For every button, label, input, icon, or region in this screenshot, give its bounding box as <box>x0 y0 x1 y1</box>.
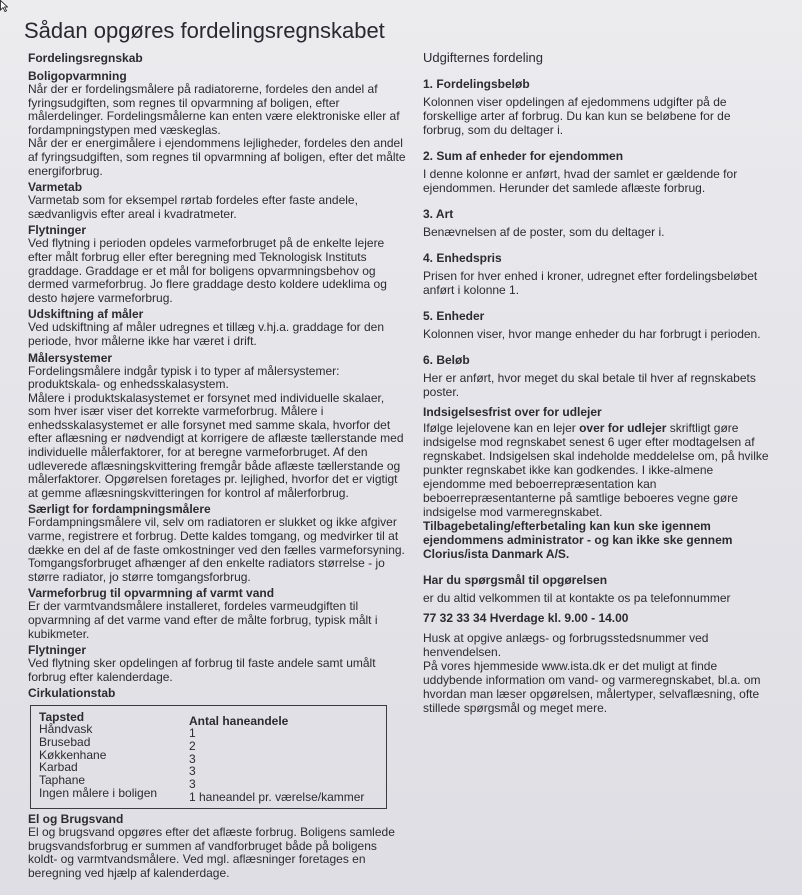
text-run: Ifølge lejelovene kan en lejer <box>423 421 580 435</box>
paragraph: Prisen for hver enhed i kroner, udregnet efter fordelingsbeløbet anført i kolonne 1. <box>423 269 758 297</box>
heading-flytninger-2: Flytninger <box>28 643 87 658</box>
paragraph: På vores hjemmeside www.ista.dk er det muligt at finde uddybende information om vand- og varmeregnskabet, bl.a. om hvordan man læser opgørelsen, målertyper, selvaflæsning, ofte stillede spørgsmål og meget mere. <box>423 659 761 715</box>
paragraph: Ved flytning i perioden opdeles varmeforbruget på de enkelte lejere efter målt forbrug eller efter beregning med Teknologisk Instituts graddage. Graddage er et mål for boligens opvarmningsbehov og dermed varmeforbrug. Jo flere graddage desto koldere udeklima og desto højere varmeforbrug. <box>28 236 387 305</box>
paragraph: Kolonnen viser, hvor mange enheder du har forbrugt i perioden. <box>423 327 761 341</box>
paragraph: Fordampningsmålere vil, selv om radiatoren er slukket og ikke afgiver varme, registrere et forbrug. Dette kaldes tomgang, og medvirker til at dække en del af de faste omkostninger ved den fælles varmeforsyning. Tomgangsforbruget afhænger af den enkelte radiators størrelse - jo større radiator, jo større tomgangsforbrug. <box>28 515 405 584</box>
paragraph: Varmetab som for eksempel rørtab fordeles efter faste andele, sædvanligvis efter areal i kvadratmeter. <box>28 193 358 221</box>
table-row: Taphane <box>39 773 86 788</box>
table-cell: 1 haneandel pr. værelse/kammer <box>189 789 365 804</box>
heading-maalersystemer: Målersystemer <box>28 350 113 365</box>
heading-el-og-brugsvand: El og Brugsvand <box>28 812 124 826</box>
heading-enheder: 5. Enheder <box>423 309 485 323</box>
paragraph: El og brugsvand opgøres efter det aflæste forbrug. Boligens samlede brugsvandsforbrug er summen af vandforbruget både på boligens koldt- og varmtvandsmålere. Ved mgl. aflæsninger foretages en beregning ved hjælp af kalenderdage. <box>28 825 395 880</box>
table-row: Karbad <box>39 760 78 775</box>
page-title: Sådan opgøres fordelingsregnskabet <box>24 18 385 43</box>
text-run: skriftligt gøre indsigelse mod regnskabet senest 6 uger efter modtagelsen af regnskabet. Indsigelsen skal indeholde meddelelse om, på hvilke punkter regnskabet ikke kan godkendes. I ikke-almene ejendomme med beboerrepræsentation kan beboerrepræsentanterne på samtlige beboeres vegne gøre indsigelse mod varmeregnskabet. <box>423 421 769 519</box>
heading-saerligt-for-fordampningsmaalere: Særligt for fordampningsmålere <box>28 502 211 517</box>
left-column <box>28 51 406 700</box>
table-cell: 1 <box>189 726 196 740</box>
paragraph: Er der varmtvandsmålere installeret, fordeles varmeudgiften til opvarmning af det varme vand efter de målte forbrug, typisk målt i kubikmeter. <box>28 599 378 641</box>
heading-boligopvarmning: Boligopvarmning <box>28 69 127 83</box>
table-col-values <box>189 727 364 804</box>
heading-beloeb: 6. Beløb <box>423 353 470 367</box>
objection-paragraph <box>423 421 773 519</box>
refund-paragraph: Tilbagebetaling/efterbetaling kan kun ske igennem ejendommens administrator - og kan ikke ske gennem Clorius/ista Danmark A/S. <box>423 519 733 561</box>
table-row: Ingen målere i boligen <box>39 785 158 800</box>
heading-flytninger: Flytninger <box>28 223 87 238</box>
table-cell: 3 <box>189 751 196 766</box>
table-row: Køkkenhane <box>39 747 107 762</box>
paragraph: Ved flytning sker opdelingen af forbrug til faste andele samt umålt forbrug efter kalenderdage. <box>28 656 376 684</box>
paragraph: I denne kolonne er anført, hvad der samlet er gældende for ejendommen. Herunder det samlede aflæste forbrug. <box>423 167 738 195</box>
heading-enhedspris: 4. Enhedspris <box>423 251 502 265</box>
paragraph: Når der er fordelingsmålere på radiatorerne, fordeles den andel af fyringsudgiften, som regnes til opvarmning af boligen, efter målerdelinger. Fordelingsmålerne kan enten være elektroniske eller af fordampningstypen med væskeglas. <box>28 82 400 137</box>
text-run-bold: over for udlejer <box>579 421 667 435</box>
table-header-antal: Antal haneandele <box>189 714 289 728</box>
el-og-brugsvand-section <box>28 812 406 880</box>
phone-number: 77 32 33 34 Hverdage kl. 9.00 - 14.00 <box>423 611 629 625</box>
tapsted-table <box>30 705 387 809</box>
table-col-places <box>39 723 157 800</box>
heading-har-du-spoergsmaal: Har du spørgsmål til opgørelsen <box>423 573 608 587</box>
table-cell: 3 <box>189 777 196 792</box>
heading-cirkulationstab: Cirkulationstab <box>28 686 116 701</box>
paragraph: Fordelingsmålere indgår typisk i to typer af målersystemer: produktskala- og enhedsskalasystem. <box>28 363 340 392</box>
table-row: Brusebad <box>39 734 91 749</box>
paragraph: Målere i produktskalasystemet er forsynet med individuelle skalaer, som hver især viser det korrekte varmeforbrug. Målere i enhedsskalasystemet er alle forsynet med samme skala, hvorfor det efter aflæsning er nødvendigt at korrigere de aflæste tællerstande med individuelle målerfaktorer, for at beregne varmeforbruget. Af den udleverede aflæsningskvittering fremgår både aflæste tællerstande og målerfaktorer. Opgørelsen foretages pr. lejlighed, hvorfor det er vigtigt at gemme aflæsningskvitteringen for kontrol af målerforbrug. <box>28 390 404 500</box>
heading-indsigelsesfrist: Indsigelsesfrist over for udlejer <box>423 405 602 419</box>
heading-sum-af-enheder: 2. Sum af enheder for ejendommen <box>423 149 624 163</box>
heading-varmeforbrug-varmt-vand: Varmeforbrug til opvarmning af varmt vand <box>28 586 275 601</box>
heading-udskiftning-af-maaler: Udskiftning af måler <box>28 307 144 322</box>
section-title-udgifternes-fordeling: Udgifternes fordeling <box>423 50 543 65</box>
table-row: Håndvask <box>39 722 93 736</box>
heading-fordelingsbeloeb: 1. Fordelingsbeløb <box>423 77 530 91</box>
section-title-fordelingsregnskab: Fordelingsregnskab <box>28 51 143 65</box>
table-cell: 2 <box>189 738 196 753</box>
heading-varmetab: Varmetab <box>28 180 83 195</box>
paragraph: er du altid velkommen til at kontakte os pa telefonnummer <box>423 591 731 605</box>
paragraph: Kolonnen viser opdelingen af ejedommens udgifter på de forskellige arter af forbrug. Du kan kun se beløbene for de forbrug, som du deltager i. <box>423 95 731 137</box>
heading-art: 3. Art <box>423 207 454 221</box>
paragraph: Husk at opgive anlægs- og forbrugsstedsnummer ved henvendelsen. <box>423 631 709 659</box>
paragraph: Her er anført, hvor meget du skal betale til hver af regnskabets poster. <box>423 371 756 399</box>
table-header-tapsted: Tapsted <box>39 710 85 724</box>
right-column <box>423 51 773 715</box>
mouse-cursor-icon <box>0 0 8 12</box>
paragraph: Når der er energimålere i ejendommens lejligheder, fordeles den andel af fyringsudgiften, som regnes til opvarmning af boligen, efter det målte energiforbrug. <box>28 136 406 178</box>
table-cell: 3 <box>189 764 196 779</box>
paragraph: Benævnelsen af de poster, som du deltager i. <box>423 225 665 239</box>
paragraph: Ved udskiftning af måler udregnes et tillæg v.hj.a. graddage for den periode, hvor målerne ikke har været i drift. <box>28 320 384 348</box>
